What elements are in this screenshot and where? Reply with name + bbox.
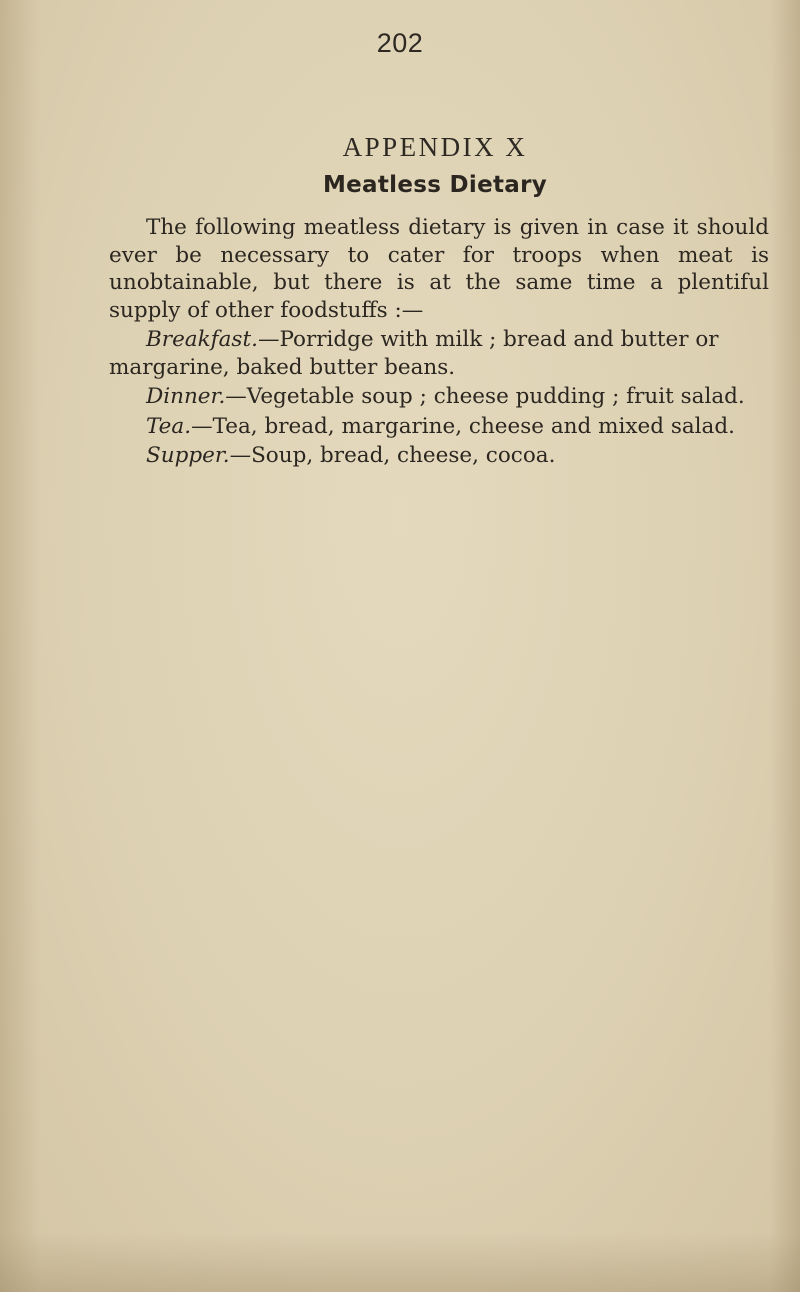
meal-dinner: [109, 383, 769, 411]
page-edge-shadow-bottom: [0, 1232, 800, 1292]
meal-description: —Tea, bread, margarine, cheese and mixed salad.: [191, 413, 735, 439]
appendix-heading: APPENDIX X: [342, 132, 528, 162]
meal-description: —Porridge with milk ; bread and butter or margarine, baked butter beans.: [109, 327, 719, 380]
meal-name: Supper.: [146, 443, 230, 468]
intro-paragraph: The following meatless dietary is given in case it should ever be necessary to cater for troops when meat is unobtainable, but there is at the same time a plentiful supply of other foodstuffs :—: [109, 215, 769, 323]
meal-name: Breakfast.: [146, 327, 258, 352]
body-text: [109, 214, 769, 470]
meal-name: Tea.: [146, 413, 192, 439]
meal-supper: [109, 442, 769, 470]
meal-name: Dinner.: [146, 384, 226, 409]
section-title: Meatless Dietary: [322, 172, 548, 198]
meal-description: —Vegetable soup ; cheese pudding ; fruit salad.: [225, 384, 745, 409]
meal-tea: [109, 413, 769, 441]
page-number: 202: [376, 28, 424, 58]
meal-breakfast: [109, 326, 769, 381]
meal-description: —Soup, bread, cheese, cocoa.: [229, 443, 556, 468]
